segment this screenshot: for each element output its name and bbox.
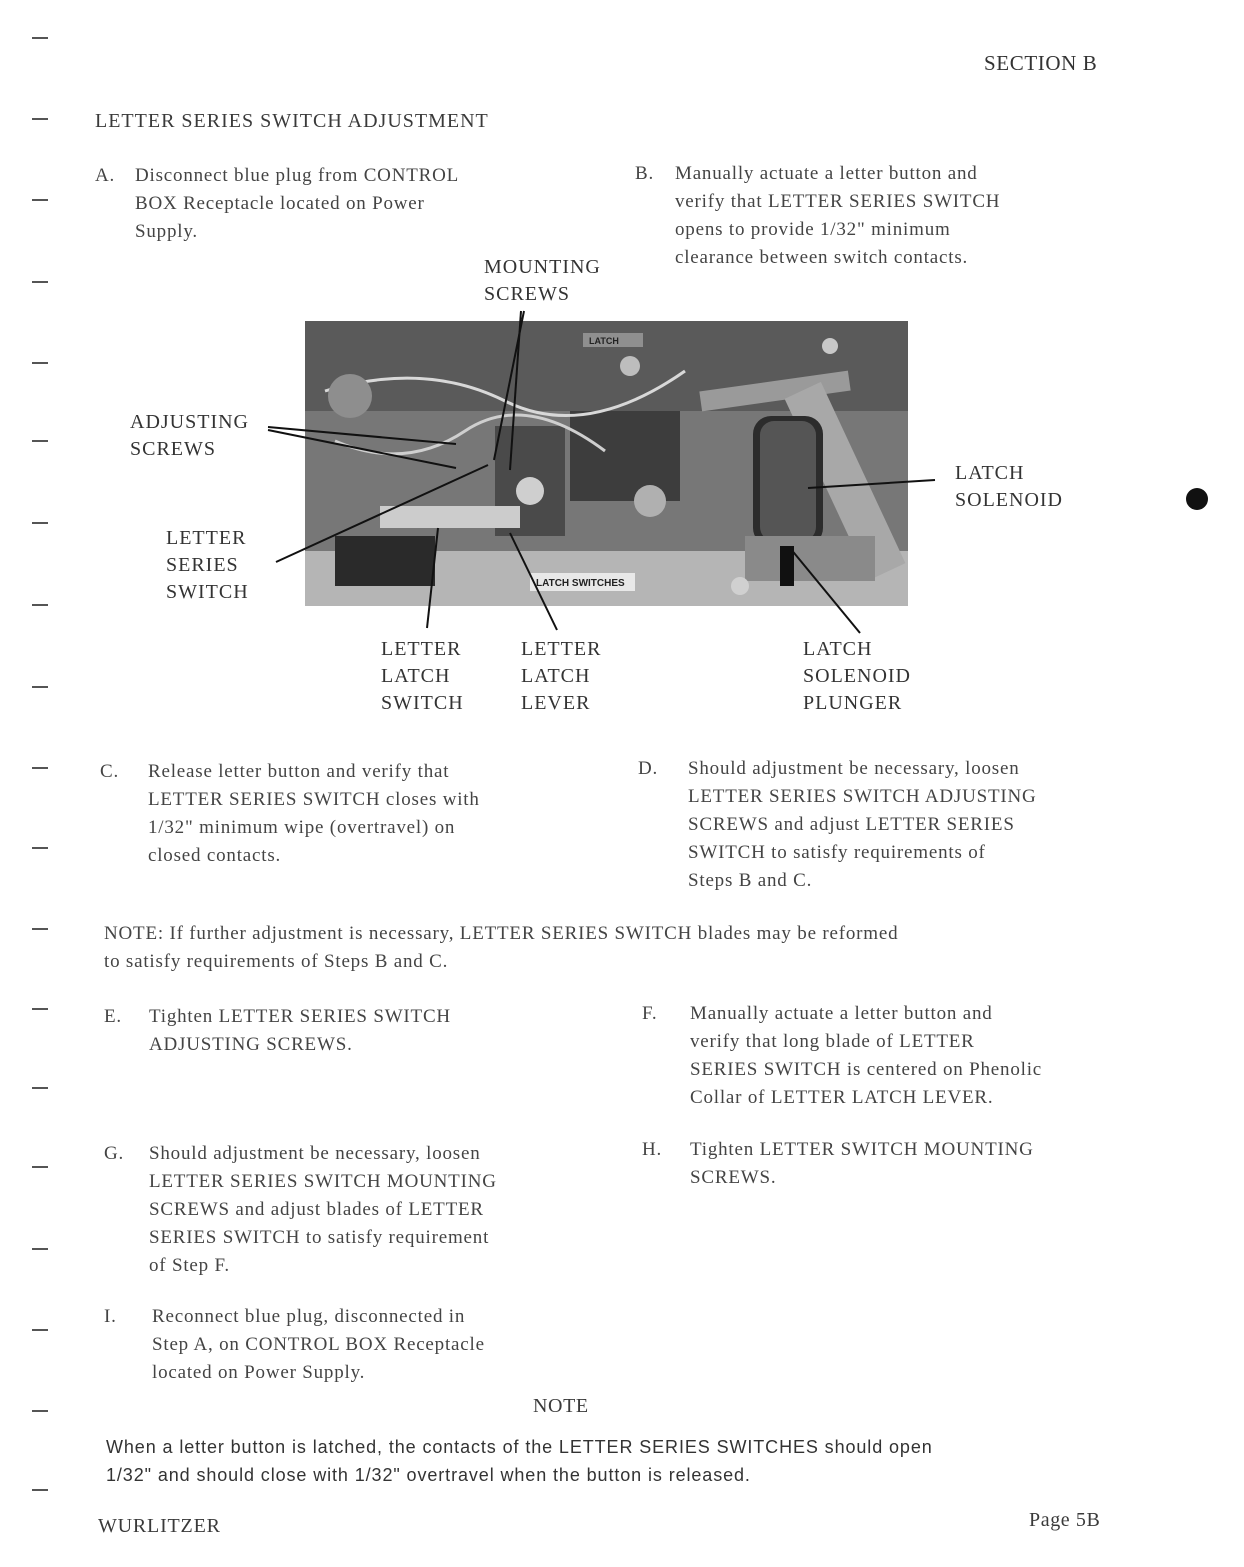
step-line: closed contacts.: [148, 845, 282, 866]
step-c: [100, 758, 480, 870]
label-line: LETTER: [521, 638, 602, 660]
step-line: Steps B and C.: [688, 870, 813, 891]
label-line: LATCH: [521, 665, 591, 687]
label-line: LETTER: [166, 527, 247, 549]
section-heading: SECTION B: [984, 51, 1098, 75]
step-line: LETTER SERIES SWITCH MOUNTING: [149, 1171, 497, 1192]
step-line: ADJUSTING SCREWS.: [149, 1034, 353, 1055]
footer-brand: WURLITZER: [98, 1515, 221, 1537]
step-marker: C.: [100, 761, 120, 782]
label-letter-series-switch: [166, 525, 249, 606]
step-line: Release letter button and verify that: [148, 761, 450, 782]
step-d: [638, 755, 1037, 895]
label-latch-solenoid: [955, 460, 1063, 514]
step-line: SCREWS and adjust LETTER SERIES: [688, 814, 1015, 835]
step-marker: I.: [104, 1306, 117, 1327]
note-heading: NOTE: [533, 1395, 589, 1417]
photo-latch-switches-text: LATCH SWITCHES: [536, 578, 625, 589]
step-line: of Step F.: [149, 1255, 230, 1276]
label-line: ADJUSTING: [130, 411, 249, 433]
note-line: to satisfy requirements of Steps B and C.: [104, 951, 449, 972]
label-line: LEVER: [521, 692, 591, 714]
step-line: Disconnect blue plug from CONTROL: [135, 165, 460, 186]
step-line: Should adjustment be necessary, loosen: [688, 758, 1020, 779]
step-line: Step A, on CONTROL BOX Receptacle: [152, 1334, 485, 1355]
label-line: SERIES: [166, 554, 239, 576]
leader-letter-latch-switch: [427, 528, 438, 628]
step-line: Supply.: [135, 221, 198, 242]
note-line: 1/32" and should close with 1/32" overtravel when the button is released.: [106, 1465, 751, 1485]
step-line: Manually actuate a letter button and: [675, 163, 978, 184]
leader-letter-latch-lever: [510, 533, 557, 630]
photo-latch-text: LATCH: [589, 336, 619, 346]
step-marker: A.: [95, 165, 116, 186]
note-line: NOTE: If further adjustment is necessary, LETTER SERIES SWITCH blades may be reformed: [104, 923, 899, 944]
label-latch-solenoid-plunger: [803, 636, 911, 717]
label-line: MOUNTING: [484, 256, 601, 278]
step-line: opens to provide 1/32" minimum: [675, 219, 951, 240]
label-letter-latch-switch: [381, 636, 464, 717]
step-line: Collar of LETTER LATCH LEVER.: [690, 1087, 994, 1108]
step-line: SCREWS.: [690, 1167, 777, 1188]
step-marker: E.: [104, 1006, 122, 1027]
step-line: Tighten LETTER SWITCH MOUNTING: [690, 1139, 1034, 1160]
step-line: Reconnect blue plug, disconnected in: [152, 1306, 466, 1327]
note-reform-blades: [104, 920, 898, 976]
step-line: verify that long blade of LETTER: [690, 1031, 975, 1052]
label-line: SWITCH: [166, 581, 249, 603]
step-line: SERIES SWITCH to satisfy requirement: [149, 1227, 490, 1248]
label-line: LATCH: [803, 638, 873, 660]
leader-mounting-screws-2: [510, 311, 521, 470]
leader-latch-solenoid-plunger: [790, 548, 860, 633]
step-i: [104, 1303, 485, 1387]
footer-page-number: Page 5B: [1029, 1509, 1101, 1531]
label-line: SCREWS: [130, 438, 217, 460]
step-line: LETTER SERIES SWITCH closes with: [148, 789, 480, 810]
step-marker: D.: [638, 758, 659, 779]
step-marker: H.: [642, 1139, 663, 1160]
note-latched-button: [106, 1433, 933, 1489]
step-line: 1/32" minimum wipe (overtravel) on: [148, 817, 456, 838]
step-line: located on Power Supply.: [152, 1362, 366, 1383]
page-title: LETTER SERIES SWITCH ADJUSTMENT: [95, 110, 489, 132]
label-adjusting-screws: [130, 409, 249, 463]
label-letter-latch-lever: [521, 636, 601, 717]
step-line: Manually actuate a letter button and: [690, 1003, 993, 1024]
step-line: SERIES SWITCH is centered on Phenolic: [690, 1059, 1043, 1080]
step-line: Tighten LETTER SERIES SWITCH: [149, 1006, 451, 1027]
note-line: When a letter button is latched, the contacts of the LETTER SERIES SWITCHES should open: [106, 1437, 933, 1457]
leader-letter-series-switch: [276, 465, 488, 562]
label-line: LATCH: [381, 665, 451, 687]
label-line: SWITCH: [381, 692, 464, 714]
label-line: PLUNGER: [803, 692, 903, 714]
step-line: clearance between switch contacts.: [675, 247, 969, 268]
step-line: SCREWS and adjust blades of LETTER: [149, 1199, 484, 1220]
step-line: SWITCH to satisfy requirements of: [688, 842, 986, 863]
step-g: [104, 1140, 497, 1280]
step-line: Should adjustment be necessary, loosen: [149, 1143, 481, 1164]
step-line: BOX Receptacle located on Power: [135, 193, 425, 214]
leader-latch-solenoid: [808, 480, 935, 488]
label-mounting-screws: [484, 254, 601, 308]
label-line: SCREWS: [484, 283, 571, 305]
step-line: LETTER SERIES SWITCH ADJUSTING: [688, 786, 1037, 807]
step-e: [104, 1003, 451, 1059]
label-line: LETTER: [381, 638, 462, 660]
step-f: [642, 1000, 1042, 1112]
step-marker: G.: [104, 1143, 125, 1164]
step-line: verify that LETTER SERIES SWITCH: [675, 191, 1001, 212]
label-line: LATCH: [955, 462, 1025, 484]
label-line: SOLENOID: [803, 665, 911, 687]
step-h: [642, 1136, 1034, 1192]
step-marker: B.: [635, 163, 655, 184]
step-marker: F.: [642, 1003, 658, 1024]
label-line: SOLENOID: [955, 489, 1063, 511]
